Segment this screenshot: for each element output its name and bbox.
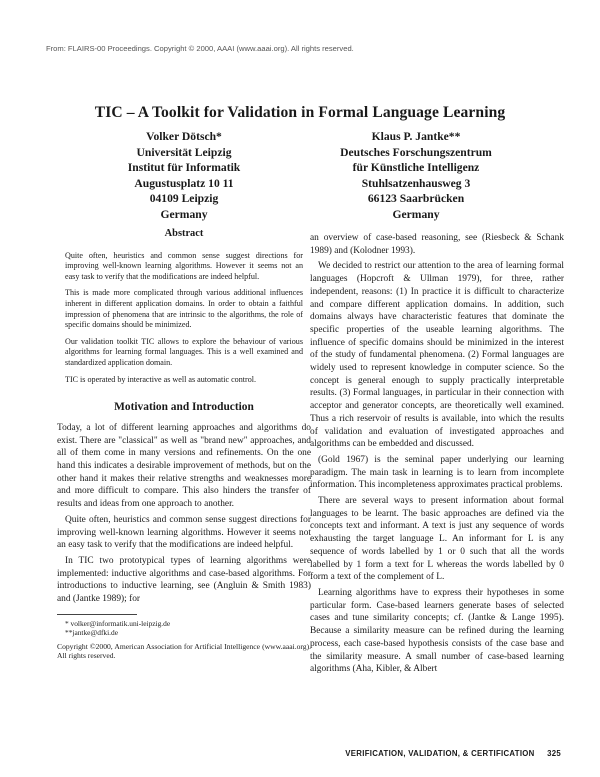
- abstract: [65, 251, 303, 386]
- author-address-line: Augustusplatz 10 11: [134, 176, 234, 190]
- author-affiliation-line: Universität Leipzig: [136, 145, 232, 159]
- intro-paragraph: Today, a lot of different learning approaches and algorithms do exist. There are "classical" as well as "brand new" approaches, and all of them come in many versions and refinements. On the one hand this indicates a desirable improvement of methods, but on the other hand it makes their relative strengths and weaknesses more and more difficult to compare. This also hinders the transfer of results and ideas from one approach to another.: [57, 422, 311, 510]
- author-country: Germany: [392, 207, 440, 221]
- body-paragraph: an overview of case-based reasoning, see (Riesbeck & Schank 1989) and (Kolodner 1993).: [310, 233, 564, 256]
- body-paragraph: There are several ways to present information about formal languages to be learnt. The basic approaches are defined via the concepts text and informant. A text is just any sequence of words exhausting the target language L. An informant for L is any sequence of words labelled by 1 or 0 such that all the words labelled by 1 form a text for L whereas the words labelled by 0 form a text of the complement of L.: [310, 496, 564, 583]
- page-number: 325: [547, 749, 561, 758]
- abstract-heading: Abstract: [164, 228, 204, 239]
- abstract-paragraph: Quite often, heuristics and common sense suggest directions for improving well-known learning algorithms. However it seems not an easy task to verify that the modifications are indeed helpful.: [65, 250, 303, 281]
- abstract-paragraph: This is made more complicated through various additional influences inherent in different application domains. In order to obtain a faithful impression of phenomena that are intrinsic to the algorithms, the role of specific domains should be minimized.: [65, 288, 303, 330]
- author-affiliation-line: Deutsches Forschungszentrum: [340, 145, 492, 159]
- body-paragraph: Learning algorithms have to express their hypotheses in some particular form. Case-based learners generate bases of selected cases and tune similarity concepts; cf. (Jantke & Lange 1995). Because a similarity measure can be refined during the learning process, each case-based hypothesis consists of the case base and the similarity measure. A small number of case-based learning algorithms (Aha, Kibler, & Albert: [310, 587, 564, 675]
- section-heading-intro: Motivation and Introduction: [114, 401, 254, 414]
- right-column: [310, 232, 564, 679]
- author-name: Volker Dötsch*: [146, 130, 222, 143]
- abstract-paragraph: Our validation toolkit TIC allows to explore the behaviour of various algorithms for learning formal languages. This is a well examined and standardized application domain.: [65, 336, 303, 368]
- author-affiliation-line: Institut für Informatik: [127, 161, 241, 174]
- copyright-notice: Copyright ©2000, American Association for Artificial Intelligence (www.aaai.org). All rights reserved.: [57, 641, 311, 660]
- author-block-1: [64, 129, 304, 222]
- footer-section-label: VERIFICATION, VALIDATION, & CERTIFICATION: [345, 749, 535, 758]
- left-column: [57, 228, 311, 660]
- author-country: Germany: [160, 207, 208, 221]
- footnote-email-1: * volker@informatik.uni-leipzig.de: [65, 618, 171, 628]
- footnote-rule: [57, 614, 137, 615]
- body-paragraph: We decided to restrict our attention to the area of learning formal languages (Hopcroft & Ullman 1979), for three, rather independent, reasons: (1) In practice it is difficult to characterize and compare different application domains. In addition, such domains always have characteristic features that dominate the specific properties of the useable learning algorithms. The influence of specific domains should be minimized in the interest of the study of fundamental phenomena. (2) Formal languages are widely used to represent knowledge in computer science. So the concept is general enough to supply practically interpretable results. (3) Formal languages, in particular in their connection with acceptor and generator concepts, are theoretically well examined. Thus a rich reservoir of results is available, into which the results of validation and evaluation of investigated approaches and algorithms can be embedded and discussed.: [310, 261, 564, 450]
- body-paragraph: (Gold 1967) is the seminal paper underlying our learning paradigm. The main task in learning is to learn from incomplete information. This incompleteness approximates practical problems.: [310, 454, 564, 491]
- footnote-email-2: **jantke@dfki.de: [65, 628, 118, 638]
- author-address-line: Stuhlsatzenhausweg 3: [361, 176, 471, 190]
- author-name: Klaus P. Jantke**: [371, 130, 461, 143]
- paper-title: TIC – A Toolkit for Validation in Formal Language Learning: [94, 104, 506, 121]
- intro-paragraph: Quite often, heuristics and common sense suggest directions for improving well-known learning algorithms. However it seems not an easy task to verify that the modifications are indeed helpful.: [57, 514, 311, 551]
- page-footer: [339, 749, 561, 758]
- intro-paragraph: In TIC two prototypical types of learning algorithms were implemented: inductive algorithms and case-based algorithms. For introductions to inductive learning, see (Angluin & Smith 1983) and (Jantke 1989); for: [57, 555, 311, 605]
- abstract-paragraph: TIC is operated by interactive as well as automatic control.: [65, 374, 257, 384]
- author-affiliation-line: für Künstliche Intelligenz: [352, 161, 480, 174]
- author-block-2: [296, 129, 536, 222]
- source-line: From: FLAIRS-00 Proceedings. Copyright © 2000, AAAI (www.aaai.org). All rights reserved.: [46, 44, 354, 53]
- author-address-line: 04109 Leipzig: [149, 192, 219, 205]
- author-address-line: 66123 Saarbrücken: [367, 192, 465, 205]
